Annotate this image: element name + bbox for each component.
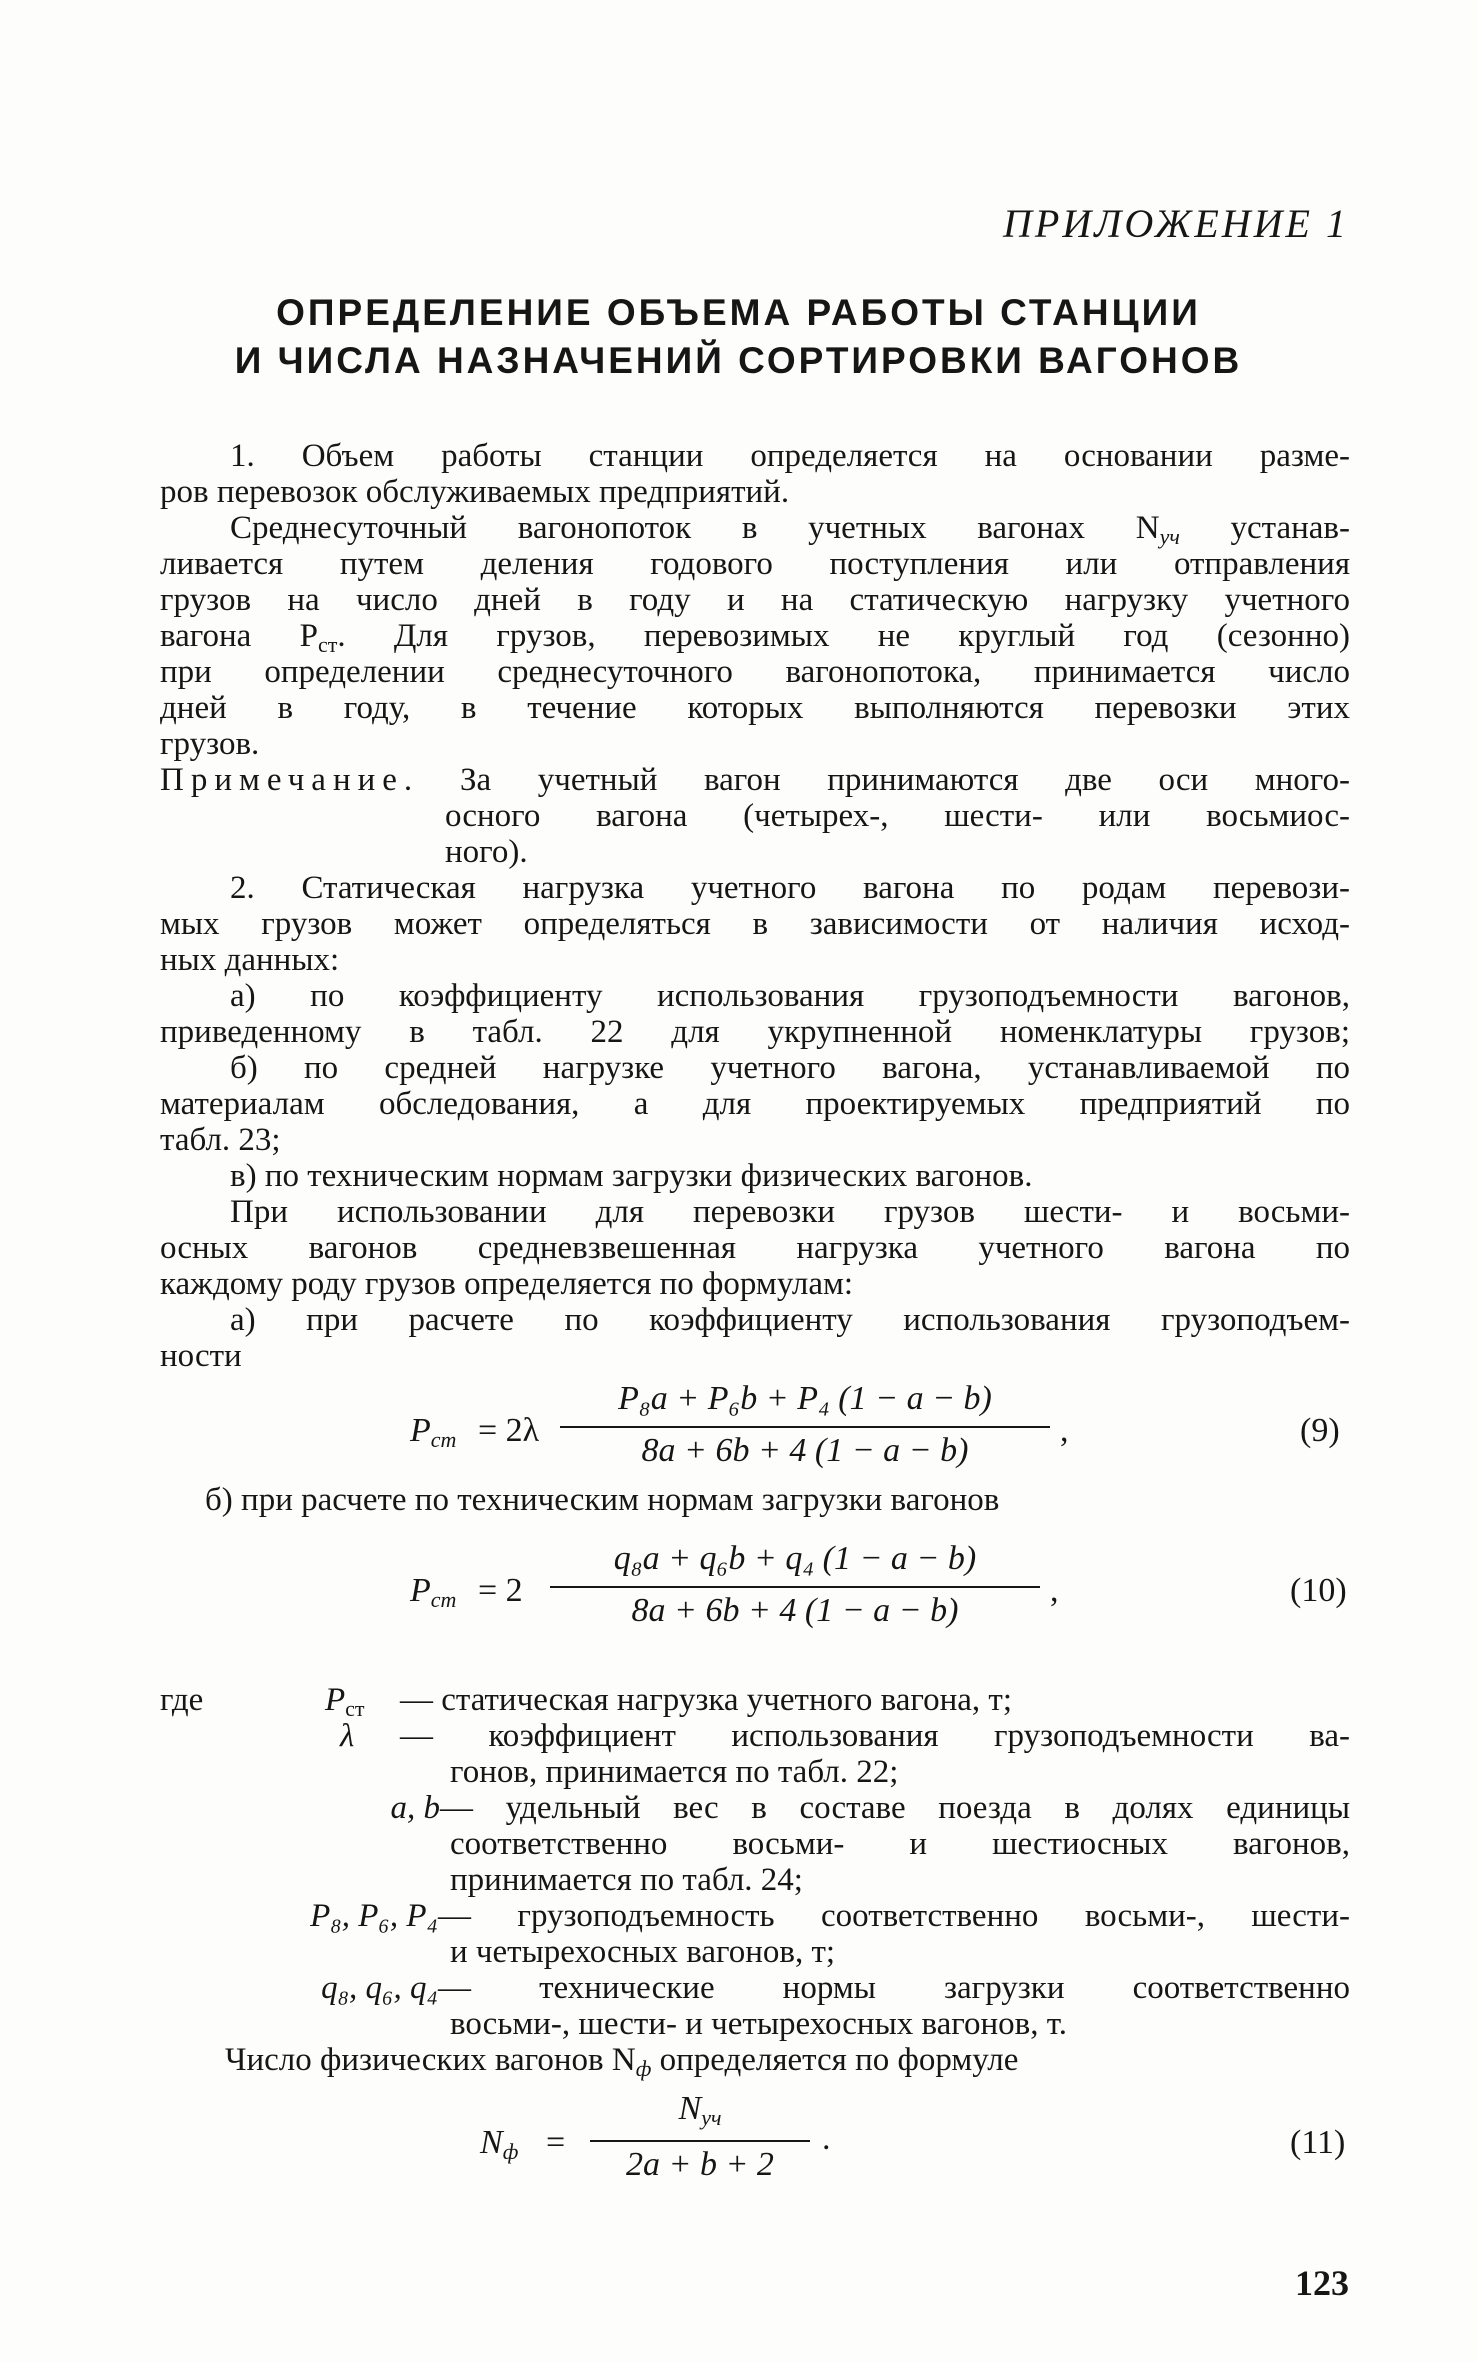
note-label: Примечание. <box>160 762 420 798</box>
formula-denominator: 8a + 6b + 4 (1 − a − b) <box>631 1592 959 1629</box>
paragraph-line: каждому роду грузов определяется по формулам: <box>160 1266 854 1302</box>
paragraph-line: дней в году, в течение которых выполняются перевозки этих <box>160 690 1350 726</box>
note-line: ного). <box>445 834 528 870</box>
definition-text: — статическая нагрузка учетного вагона, т; <box>400 1682 1012 1718</box>
note-line: За учетный вагон принимаются две оси много- <box>460 762 1350 798</box>
definition-text: — коэффициент использования грузоподъемности ва- <box>400 1718 1350 1754</box>
formula-lhs: $N_ф$ <box>480 2124 519 2164</box>
definition-text: — технические нормы загрузки соответственно <box>438 1970 1350 2006</box>
paragraph-line: а) при расчете по коэффициенту использования грузоподъем- <box>230 1302 1350 1338</box>
formula-punctuation: , <box>1060 1412 1069 1449</box>
formula-denominator: 2a + b + 2 <box>626 2146 774 2183</box>
paragraph-line: грузов на число дней в году и на статическую нагрузку учетного <box>160 582 1350 618</box>
fraction-bar <box>550 1586 1040 1588</box>
definition-term: λ <box>340 1718 355 1754</box>
paragraph-line: ности <box>160 1338 242 1374</box>
formula-coefficient: = <box>546 2124 566 2161</box>
definition-term: q₈, q₆, q₄ <box>321 1970 438 2006</box>
paragraph-line: Число физических вагонов $N_ф$ определяется по формуле <box>225 2042 1019 2081</box>
definition-term: $P_{ст}$ <box>325 1682 365 1721</box>
equation-number: (11) <box>1290 2124 1346 2161</box>
equation-number: (10) <box>1290 1572 1347 1609</box>
formula-numerator: q₈a + q₆b + q₄ (1 − a − b) <box>613 1540 977 1577</box>
definition-term: P₈, P₆, P₄ <box>310 1898 438 1934</box>
formula-coefficient: = 2 <box>478 1572 523 1609</box>
paragraph-line: мых грузов может определяться в зависимости от наличия исход- <box>160 906 1350 942</box>
paragraph-line: б) при расчете по техническим нормам загрузки вагонов <box>205 1482 1000 1518</box>
list-item: приведенному в табл. 22 для укрупненной номенклатуры грузов; <box>160 1014 1350 1050</box>
paragraph-line: ных данных: <box>160 942 340 978</box>
paragraph-line: 1. Объем работы станции определяется на основании разме- <box>230 438 1350 474</box>
definition-text: — удельный вес в составе поезда в долях единицы <box>440 1790 1350 1826</box>
definition-text: восьми-, шести- и четырехосных вагонов, т. <box>450 2006 1067 2042</box>
fraction-bar <box>590 2140 810 2142</box>
paragraph-line: 2. Статическая нагрузка учетного вагона по родам перевози- <box>230 870 1350 906</box>
page-title-line-2: И ЧИСЛА НАЗНАЧЕНИЙ СОРТИРОВКИ ВАГОНОВ <box>234 340 1243 381</box>
formula-numerator: $N_{уч}$ <box>678 2090 722 2130</box>
definition-text: — грузоподъемность соответственно восьми-, шести- <box>438 1898 1350 1934</box>
fraction-bar <box>560 1426 1050 1428</box>
definition-text: и четырехосных вагонов, т; <box>450 1934 836 1970</box>
definition-text: соответственно восьми- и шестиосных вагонов, <box>450 1826 1350 1862</box>
paragraph-line: При использовании для перевозки грузов шести- и восьми- <box>230 1194 1350 1230</box>
paragraph-line: осных вагонов средневзвешенная нагрузка учетного вагона по <box>160 1230 1350 1266</box>
formula-coefficient: = 2λ <box>478 1412 540 1449</box>
equation-number: (9) <box>1300 1412 1340 1449</box>
formula-numerator: P₈a + P₆b + P₄ (1 − a − b) <box>618 1380 992 1417</box>
formula-lhs: $P_{ст}$ <box>410 1412 457 1452</box>
list-item: в) по техническим нормам загрузки физических вагонов. <box>230 1158 1033 1194</box>
paragraph-line: ров перевозок обслуживаемых предприятий. <box>160 474 790 510</box>
definition-term: a, b <box>390 1790 440 1826</box>
formula-denominator: 8a + 6b + 4 (1 − a − b) <box>641 1432 969 1469</box>
appendix-label: ПРИЛОЖЕНИЕ 1 <box>1003 201 1349 246</box>
paragraph-line: вагона $P_{ст}$. Для грузов, перевозимых не круглый год (сезонно) <box>160 618 1350 657</box>
formula-9 <box>410 1380 1110 1490</box>
definition-text: принимается по табл. 24; <box>450 1862 803 1898</box>
formula-10 <box>410 1540 1110 1650</box>
formula-11 <box>480 2090 860 2200</box>
formula-lhs: $P_{ст}$ <box>410 1572 457 1612</box>
list-item: а) по коэффициенту использования грузоподъемности вагонов, <box>230 978 1350 1014</box>
page-number: 123 <box>1295 2263 1349 2303</box>
paragraph-line: грузов. <box>160 726 260 762</box>
formula-punctuation: . <box>822 2120 831 2157</box>
paragraph-line: при определении среднесуточного вагонопотока, принимается число <box>160 654 1350 690</box>
paragraph-line: Среднесуточный вагонопоток в учетных вагонах $N_{уч}$ устанав- <box>230 510 1350 549</box>
page-title-line-1: ОПРЕДЕЛЕНИЕ ОБЪЕМА РАБОТЫ СТАНЦИИ <box>276 292 1201 333</box>
list-item: материалам обследования, а для проектируемых предприятий по <box>160 1086 1350 1122</box>
list-item: табл. 23; <box>160 1122 281 1158</box>
definition-text: гонов, принимается по табл. 22; <box>450 1754 899 1790</box>
paragraph-line: ливается путем деления годового поступления или отправления <box>160 546 1350 582</box>
list-item: б) по средней нагрузке учетного вагона, устанавливаемой по <box>230 1050 1350 1086</box>
note-line: осного вагона (четырех-, шести- или восьмиос- <box>445 798 1350 834</box>
where-label: где <box>160 1682 204 1718</box>
formula-punctuation: , <box>1050 1572 1059 1609</box>
